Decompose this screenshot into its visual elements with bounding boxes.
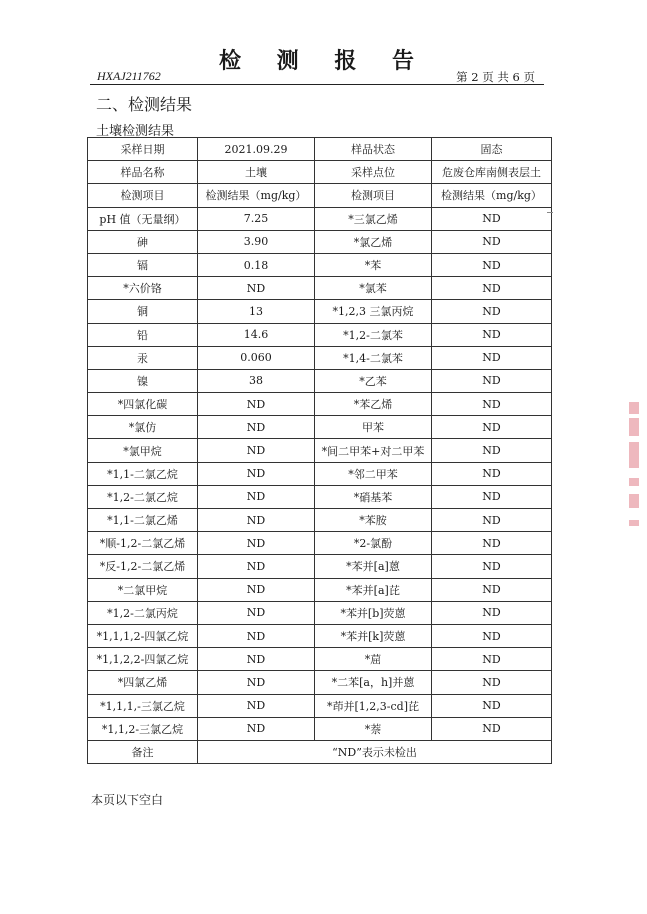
table-cell: ND bbox=[432, 462, 552, 485]
table-row bbox=[88, 346, 552, 369]
table-cell: 危废仓库南侧表层土 bbox=[432, 161, 552, 184]
table-cell: *氯乙烯 bbox=[315, 230, 432, 253]
table-cell: 土壤 bbox=[198, 161, 315, 184]
table-row bbox=[88, 416, 552, 439]
table-cell: 镍 bbox=[88, 369, 198, 392]
table-cell: ND bbox=[432, 601, 552, 624]
info-row bbox=[88, 161, 552, 184]
table-cell: ND bbox=[198, 648, 315, 671]
table-row bbox=[88, 624, 552, 647]
table-cell: *苯并[b]荧蒽 bbox=[315, 601, 432, 624]
table-cell: *苯 bbox=[315, 253, 432, 276]
table-row bbox=[88, 439, 552, 462]
table-cell: *二苯[a，h]并蒽 bbox=[315, 671, 432, 694]
table-cell: 3.90 bbox=[198, 230, 315, 253]
report-title: 检 测 报 告 bbox=[219, 48, 428, 74]
table-cell: 13 bbox=[198, 300, 315, 323]
seal-stamp-fragment bbox=[629, 478, 639, 486]
report-id: HXAJ211762 bbox=[97, 69, 161, 83]
table-cell: *苯胺 bbox=[315, 509, 432, 532]
table-cell: 铅 bbox=[88, 323, 198, 346]
table-row bbox=[88, 648, 552, 671]
table-row bbox=[88, 253, 552, 276]
table-cell: *苯乙烯 bbox=[315, 393, 432, 416]
table-cell: 检测结果（mg/kg） bbox=[198, 184, 315, 207]
table-cell: ND bbox=[432, 416, 552, 439]
table-cell: *1,1,1,-三氯乙烷 bbox=[88, 694, 198, 717]
table-cell: 检测结果（mg/kg） bbox=[432, 184, 552, 207]
table-cell: ND bbox=[432, 624, 552, 647]
table-row bbox=[88, 694, 552, 717]
table-cell: *茚并[1,2,3-cd]芘 bbox=[315, 694, 432, 717]
table-row bbox=[88, 300, 552, 323]
info-row bbox=[88, 138, 552, 161]
page-info: 第 2 页 共 6 页 bbox=[456, 70, 535, 84]
table-cell: *1,2-二氯丙烷 bbox=[88, 601, 198, 624]
table-cell: ND bbox=[198, 555, 315, 578]
table-cell: *顺-1,2-二氯乙烯 bbox=[88, 532, 198, 555]
table-row bbox=[88, 717, 552, 740]
table-cell: ND bbox=[198, 624, 315, 647]
table-cell: 镉 bbox=[88, 253, 198, 276]
table-cell: 2021.09.29 bbox=[198, 138, 315, 161]
table-row bbox=[88, 462, 552, 485]
table-cell: *反-1,2-二氯乙烯 bbox=[88, 555, 198, 578]
table-cell: 采样点位 bbox=[315, 161, 432, 184]
table-row bbox=[88, 555, 552, 578]
table-cell: ND bbox=[432, 369, 552, 392]
table-cell: 采样日期 bbox=[88, 138, 198, 161]
table-cell: ND bbox=[198, 485, 315, 508]
table-row bbox=[88, 277, 552, 300]
table-cell: *氯仿 bbox=[88, 416, 198, 439]
table-cell: *1,2-二氯乙烷 bbox=[88, 485, 198, 508]
table-row bbox=[88, 532, 552, 555]
table-cell: 0.18 bbox=[198, 253, 315, 276]
table-cell: *䓛 bbox=[315, 648, 432, 671]
table-cell: 甲苯 bbox=[315, 416, 432, 439]
header-rule bbox=[90, 84, 544, 85]
table-cell: ND bbox=[432, 346, 552, 369]
seal-stamp-fragment bbox=[629, 442, 639, 468]
table-cell: 检测项目 bbox=[88, 184, 198, 207]
remark-text: “ND”表示未检出 bbox=[198, 740, 552, 763]
table-cell: 14.6 bbox=[198, 323, 315, 346]
table-cell: *乙苯 bbox=[315, 369, 432, 392]
table-cell: *氯甲烷 bbox=[88, 439, 198, 462]
table-cell: ND bbox=[432, 253, 552, 276]
table-cell: *硝基苯 bbox=[315, 485, 432, 508]
table-cell: ND bbox=[432, 230, 552, 253]
seal-stamp-fragment bbox=[629, 418, 639, 436]
table-cell: *苯并[a]蒽 bbox=[315, 555, 432, 578]
table-cell: *六价铬 bbox=[88, 277, 198, 300]
table-cell: *1,2,3 三氯丙烷 bbox=[315, 300, 432, 323]
table-cell: *1,1,2,2-四氯乙烷 bbox=[88, 648, 198, 671]
table-cell: 样品名称 bbox=[88, 161, 198, 184]
table-cell: ND bbox=[198, 509, 315, 532]
table-cell: ND bbox=[432, 509, 552, 532]
table-cell: 砷 bbox=[88, 230, 198, 253]
seal-stamp-fragment bbox=[629, 520, 639, 526]
table-cell: ND bbox=[198, 462, 315, 485]
table-cell: ND bbox=[198, 671, 315, 694]
table-cell: *三氯乙烯 bbox=[315, 207, 432, 230]
table-cell: ND bbox=[198, 601, 315, 624]
table-row bbox=[88, 369, 552, 392]
table-cell: ND bbox=[432, 277, 552, 300]
table-cell: 样品状态 bbox=[315, 138, 432, 161]
table-row bbox=[88, 671, 552, 694]
table-row bbox=[88, 230, 552, 253]
table-cell: ND bbox=[198, 694, 315, 717]
table-cell: ND bbox=[432, 694, 552, 717]
table-cell: *萘 bbox=[315, 717, 432, 740]
table-cell: ND bbox=[432, 648, 552, 671]
seal-stamp-fragment bbox=[629, 494, 639, 508]
table-cell: *二氯甲烷 bbox=[88, 578, 198, 601]
section-title: 二、检测结果 bbox=[96, 95, 193, 114]
table-row bbox=[88, 207, 552, 230]
table-row bbox=[88, 393, 552, 416]
table-cell: ND bbox=[432, 555, 552, 578]
table-cell: ND bbox=[432, 532, 552, 555]
table-row bbox=[88, 323, 552, 346]
header-row bbox=[88, 184, 552, 207]
table-cell: 检测项目 bbox=[315, 184, 432, 207]
results-table bbox=[87, 137, 552, 764]
table-cell: ND bbox=[198, 416, 315, 439]
table-cell: ND bbox=[198, 277, 315, 300]
table-cell: *苯并[a]芘 bbox=[315, 578, 432, 601]
table-cell: ND bbox=[432, 207, 552, 230]
table-cell: *1,2-二氯苯 bbox=[315, 323, 432, 346]
table-cell: ND bbox=[198, 393, 315, 416]
table-row bbox=[88, 578, 552, 601]
table-cell: 0.060 bbox=[198, 346, 315, 369]
table-cell: pH 值（无量纲） bbox=[88, 207, 198, 230]
table-cell: 汞 bbox=[88, 346, 198, 369]
table-cell: 38 bbox=[198, 369, 315, 392]
table-cell: 固态 bbox=[432, 138, 552, 161]
subsection-title: 土壤检测结果 bbox=[96, 124, 175, 139]
table-cell: *2-氯酚 bbox=[315, 532, 432, 555]
table-row bbox=[88, 509, 552, 532]
table-cell: ND bbox=[432, 485, 552, 508]
footnote: 本页以下空白 bbox=[91, 793, 164, 807]
table-cell: 7.25 bbox=[198, 207, 315, 230]
table-cell: ND bbox=[432, 578, 552, 601]
table-cell: *间二甲苯+对二甲苯 bbox=[315, 439, 432, 462]
table-cell: ND bbox=[198, 578, 315, 601]
table-cell: ND bbox=[432, 439, 552, 462]
table-cell: ND bbox=[198, 439, 315, 462]
table-cell: *1,4-二氯苯 bbox=[315, 346, 432, 369]
table-cell: *邻二甲苯 bbox=[315, 462, 432, 485]
seal-stamp-fragment bbox=[629, 402, 639, 414]
table-cell: *苯并[k]荧蒽 bbox=[315, 624, 432, 647]
table-cell: ND bbox=[198, 717, 315, 740]
remark-label: 备注 bbox=[88, 740, 198, 763]
crop-mark bbox=[547, 212, 553, 213]
table-cell: *1,1-二氯乙烷 bbox=[88, 462, 198, 485]
remark-row bbox=[88, 740, 552, 763]
table-row bbox=[88, 485, 552, 508]
table-cell: ND bbox=[432, 717, 552, 740]
table-cell: 铜 bbox=[88, 300, 198, 323]
table-cell: ND bbox=[432, 300, 552, 323]
table-cell: *1,1,1,2-四氯乙烷 bbox=[88, 624, 198, 647]
table-cell: ND bbox=[432, 671, 552, 694]
table-cell: *四氯化碳 bbox=[88, 393, 198, 416]
table-cell: ND bbox=[198, 532, 315, 555]
table-row bbox=[88, 601, 552, 624]
table-cell: *氯苯 bbox=[315, 277, 432, 300]
table-cell: *1,1-二氯乙烯 bbox=[88, 509, 198, 532]
table-cell: *四氯乙烯 bbox=[88, 671, 198, 694]
table-cell: ND bbox=[432, 393, 552, 416]
table-cell: *1,1,2-三氯乙烷 bbox=[88, 717, 198, 740]
table-cell: ND bbox=[432, 323, 552, 346]
